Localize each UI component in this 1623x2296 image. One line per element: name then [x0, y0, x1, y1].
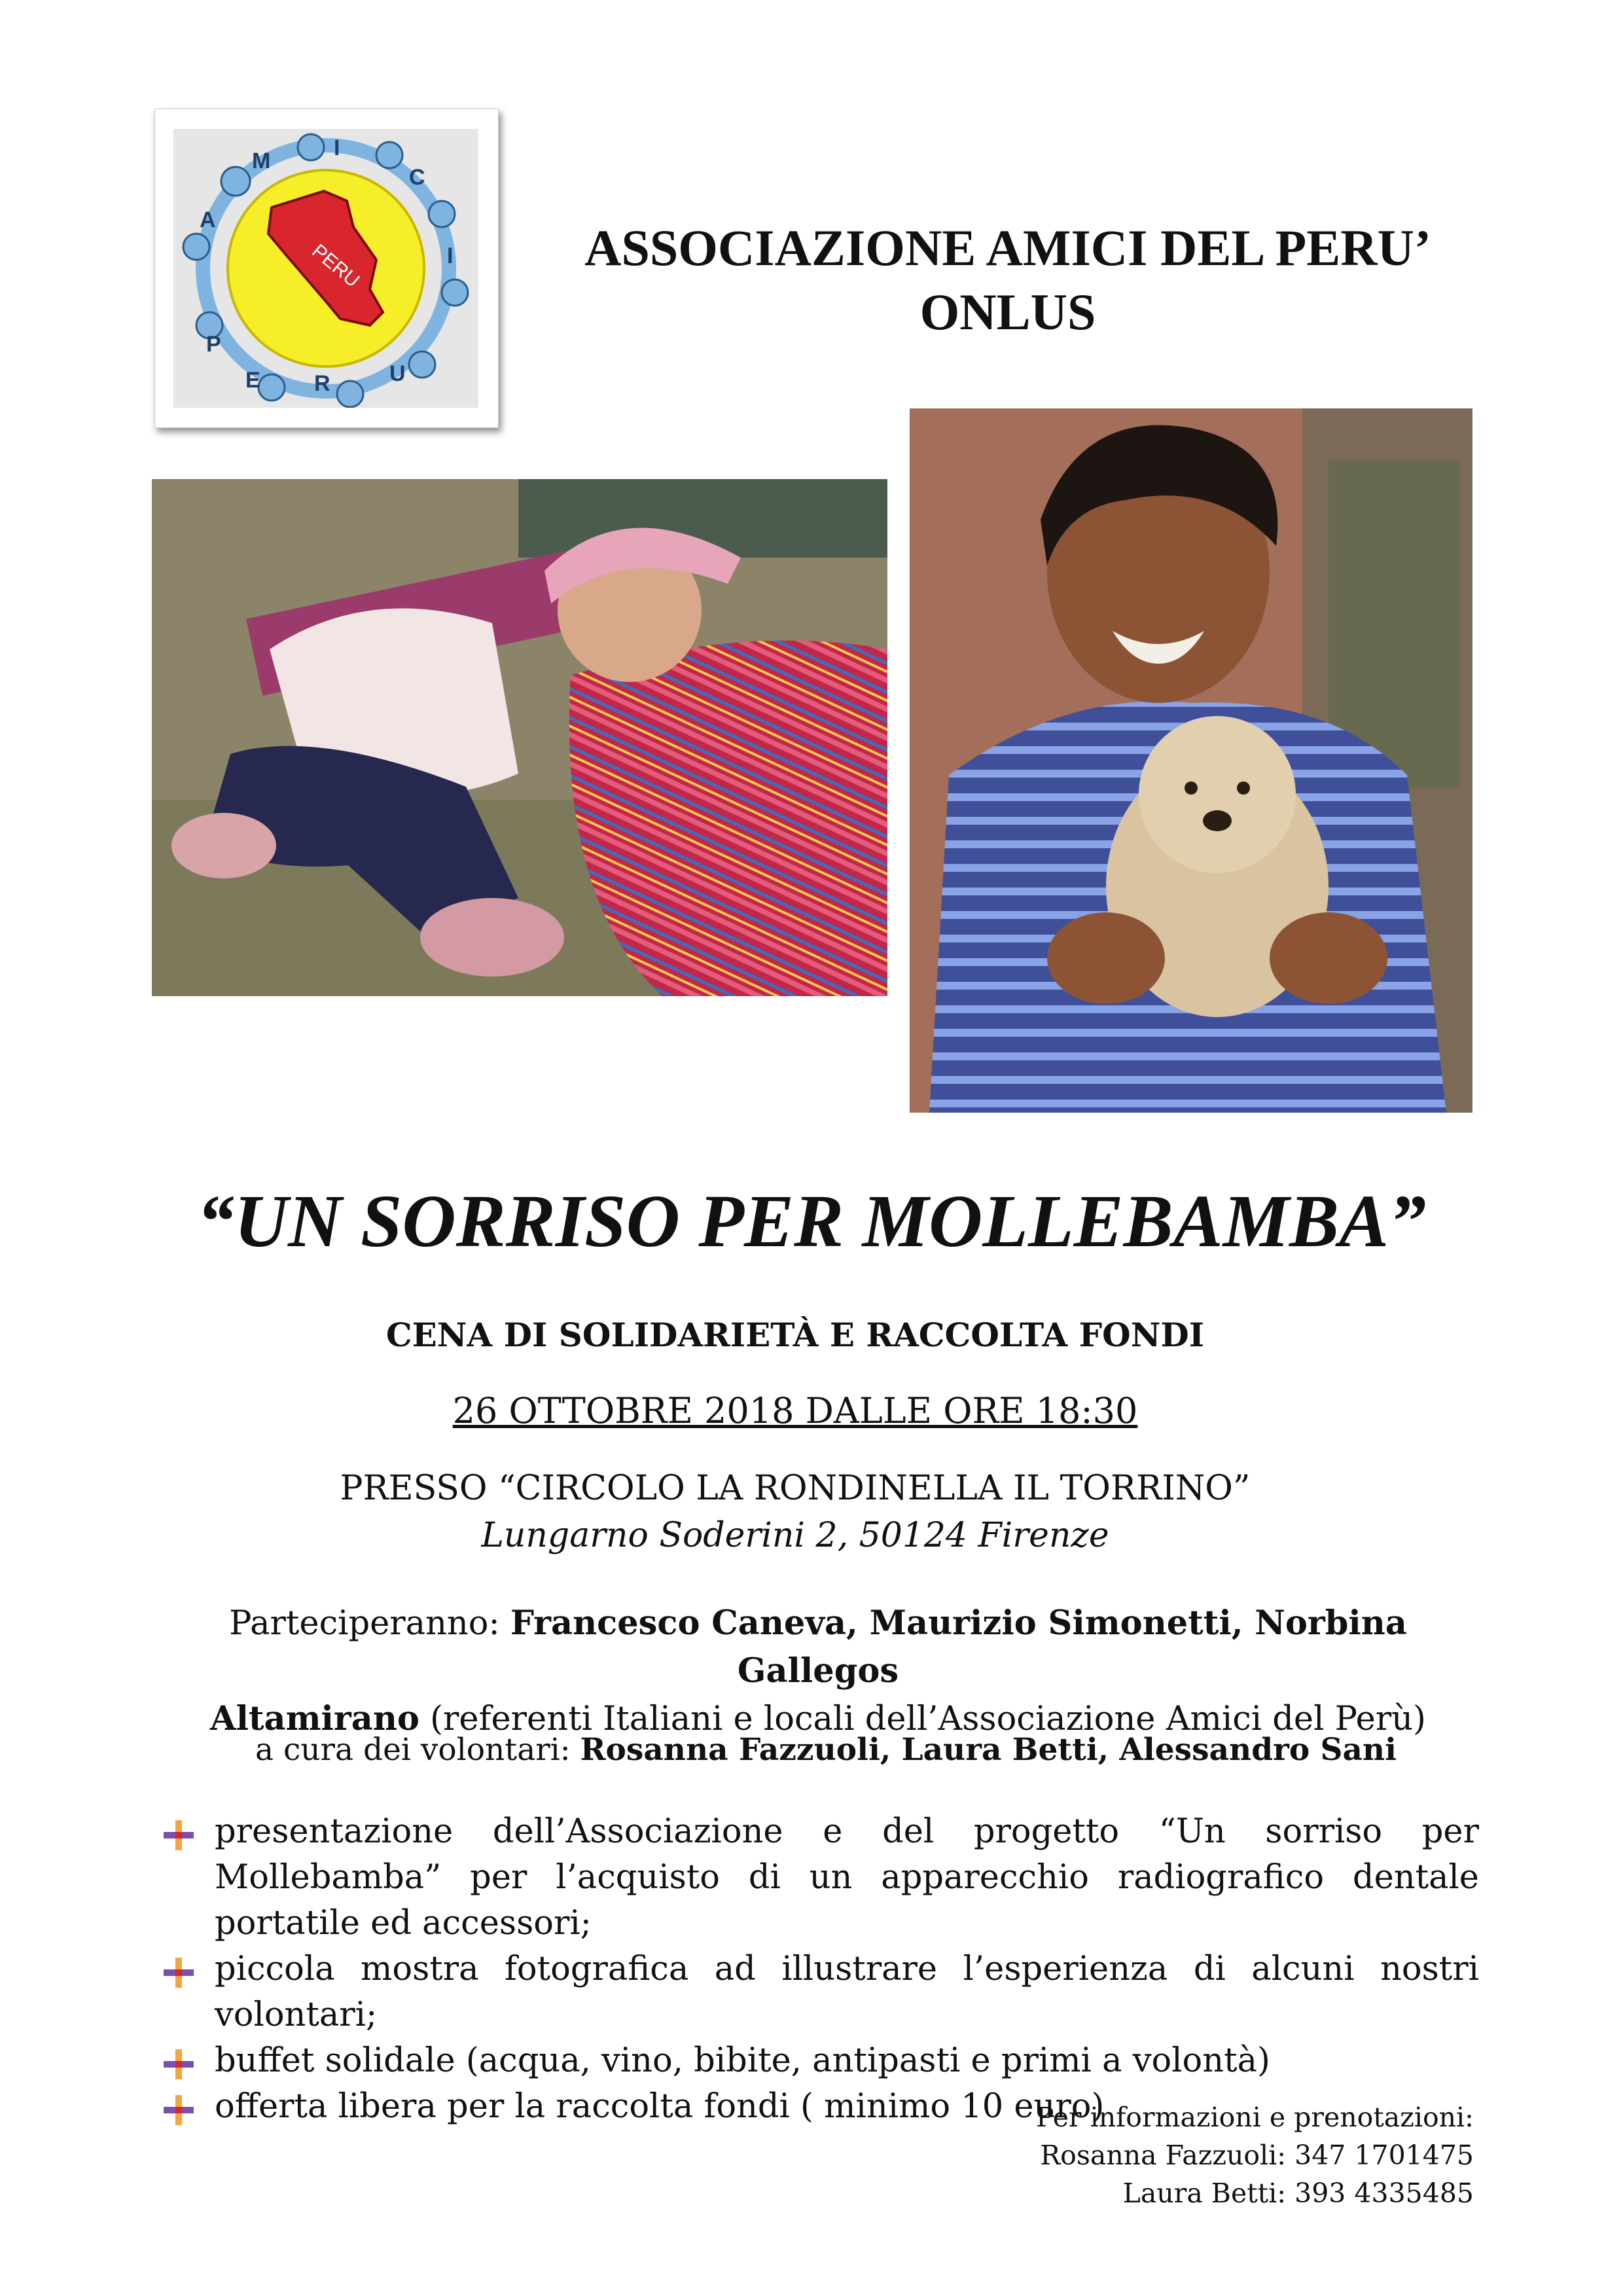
list-item — [164, 2038, 1479, 2084]
volunteers-line — [255, 1732, 1499, 1768]
logo-letter: C — [409, 165, 425, 190]
logo-graphic — [173, 129, 478, 408]
program-list — [164, 1809, 1479, 2130]
logo-letter: R — [314, 371, 330, 396]
logo-letter: P — [206, 332, 221, 357]
logo-letter: I — [447, 243, 454, 268]
org-title-line2: ONLUS — [919, 283, 1096, 340]
org-title-line1: ASSOCIAZIONE AMICI DEL PERU’ — [584, 219, 1431, 276]
volunteers-names: Rosanna Fazzuoli, Laura Betti, Alessandro Sani — [580, 1732, 1397, 1768]
participants-names-line1: Francesco Caneva, Maurizio Simonetti, Norbina Gallegos — [510, 1604, 1407, 1691]
list-item-text: buffet solidale (acqua, vino, bibite, antipasti e primi a volontà) — [215, 2041, 1270, 2080]
photo-girl-with-textiles — [152, 479, 887, 996]
logo-letter: E — [245, 368, 260, 393]
event-date: 26 OTTOBRE 2018 DALLE ORE 18:30 — [452, 1390, 1138, 1431]
contact-line-1: Rosanna Fazzuoli: 347 1701475 — [1040, 2140, 1474, 2171]
bullet-cross-icon — [164, 1817, 196, 1847]
logo-letter: M — [252, 149, 271, 173]
amici-del-peru-logo — [173, 129, 478, 408]
contact-info — [1036, 2098, 1474, 2212]
photo-boy-with-puppy — [910, 408, 1472, 1113]
logo-letter: A — [200, 207, 216, 232]
participants-paragraph — [164, 1600, 1472, 1743]
contact-line-2: Laura Betti: 393 4335485 — [1122, 2178, 1474, 2209]
organization-title — [537, 216, 1479, 344]
logo-map-text: PERU — [308, 240, 364, 292]
participants-names-line2: Altamirano — [210, 1699, 419, 1738]
event-title: “UN SORRISO PER MOLLEBAMBA” — [196, 1179, 1427, 1263]
logo-letter: I — [334, 135, 340, 160]
event-venue: PRESSO “CIRCOLO LA RONDINELLA IL TORRINO” — [340, 1469, 1251, 1508]
event-subtitle: CENA DI SOLIDARIETÀ E RACCOLTA FONDI — [385, 1316, 1205, 1354]
bullet-cross-icon — [164, 2046, 196, 2076]
list-item-text: offerta libera per la raccolta fondi ( minimo 10 euro) — [215, 2087, 1105, 2126]
participants-note: (referenti Italiani e locali dell’Associazione Amici del Perù) — [419, 1700, 1426, 1738]
list-item — [164, 1809, 1479, 1946]
bullet-cross-icon — [164, 2092, 196, 2122]
volunteers-label: a cura dei volontari: — [255, 1732, 580, 1768]
list-item-text: presentazione dell’Associazione e del progetto “Un sorriso per Mollebamba” per l’acquisto di un apparecchio radiografico dentale portatile ed accessori; — [215, 1812, 1479, 1943]
bullet-cross-icon — [164, 1954, 196, 1984]
logo-letter: U — [389, 361, 406, 386]
list-item — [164, 1946, 1479, 2038]
event-address: Lungarno Soderini 2, 50124 Firenze — [481, 1516, 1109, 1555]
participants-label: Parteciperanno: — [229, 1604, 510, 1643]
logo-frame — [154, 109, 499, 428]
list-item-text: piccola mostra fotografica ad illustrare l’esperienza di alcuni nostri volontari; — [215, 1950, 1479, 2034]
contact-heading: Per informazioni e prenotazioni: — [1035, 2102, 1474, 2133]
